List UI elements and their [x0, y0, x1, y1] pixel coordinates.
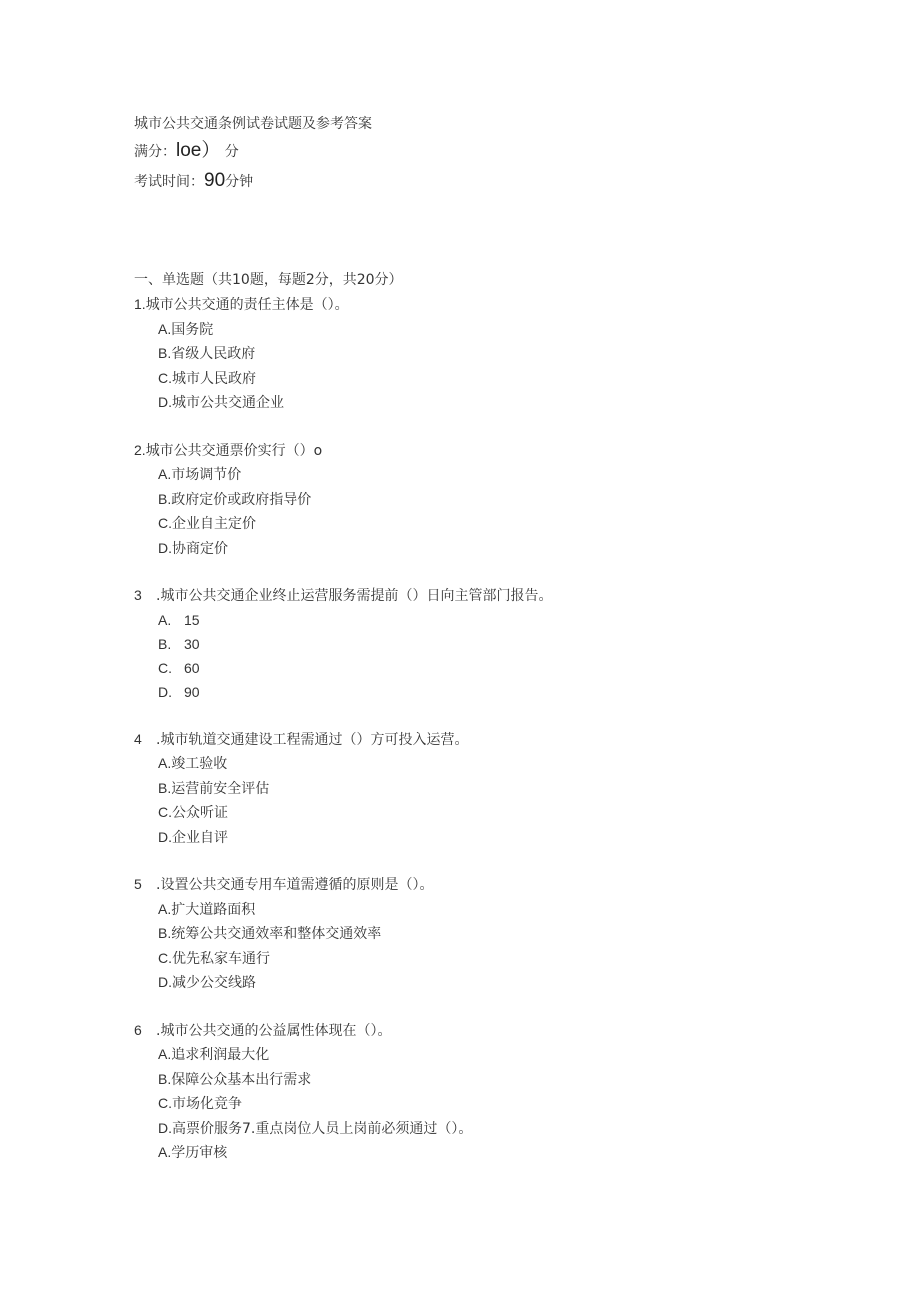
- option-text: 60: [184, 659, 200, 676]
- option-letter: B.: [158, 635, 172, 652]
- question-stem: [134, 292, 834, 317]
- question-3: [134, 583, 834, 704]
- option-letter: D.: [158, 394, 172, 410]
- option-a: [134, 608, 834, 632]
- option-text: 市场调节价: [171, 467, 242, 483]
- option-a: [134, 462, 834, 487]
- option-a: [134, 1140, 834, 1165]
- question-text: 城市公共交通的责任主体是（）。: [145, 297, 349, 313]
- option-letter: A.: [158, 900, 172, 917]
- question-gap: [134, 415, 834, 438]
- option-text: 省级人民政府: [171, 346, 256, 362]
- question-stem: [134, 583, 834, 608]
- option-text: 企业自评: [172, 829, 228, 846]
- option-letter: A.: [158, 1144, 172, 1160]
- option-letter: A.: [158, 611, 172, 628]
- option-text: 城市公共交通企业: [172, 395, 284, 411]
- option-letter: D.: [158, 974, 172, 990]
- option-b: [134, 632, 834, 656]
- option-letter: D.: [158, 539, 172, 556]
- option-a: [134, 1042, 834, 1067]
- question-1: [134, 292, 834, 415]
- option-c: [134, 366, 834, 391]
- option-text: 15: [184, 611, 200, 628]
- option-letter: B.: [158, 925, 172, 941]
- option-b: [134, 487, 834, 512]
- question-2: [134, 438, 834, 561]
- option-b: [134, 921, 834, 946]
- question-gap: [134, 704, 834, 727]
- option-text: 学历审核: [171, 1145, 228, 1161]
- question-stem: [134, 438, 834, 463]
- question-number: 5: [134, 876, 142, 892]
- option-text: 企业自主定价: [172, 516, 256, 532]
- option-text: 保障公众基本出行需求: [171, 1071, 312, 1088]
- question-text: 城市公共交通票价实行（）o: [145, 442, 323, 459]
- option-b: [134, 776, 834, 801]
- option-text: 运营前安全评估: [171, 780, 270, 797]
- question-gap: [134, 560, 834, 583]
- option-a: [134, 897, 834, 922]
- question-6: [134, 1018, 834, 1165]
- option-a: [134, 317, 834, 342]
- option-text: 协商定价: [172, 540, 228, 557]
- option-text: 扩大道路面积: [171, 901, 256, 918]
- option-letter: B.: [158, 490, 172, 507]
- option-text: 追求利润最大化: [171, 1047, 270, 1063]
- question-stem: [134, 872, 834, 897]
- option-d: [134, 536, 834, 561]
- full-score-unit: 分: [220, 144, 239, 160]
- option-d: [134, 680, 834, 704]
- exam-header: [134, 112, 372, 196]
- option-c: [134, 511, 834, 536]
- option-d: [134, 390, 834, 415]
- option-text: 统筹公共交通效率和整体交通效率: [171, 926, 382, 942]
- option-a: [134, 751, 834, 776]
- full-score-line: [134, 136, 372, 166]
- option-b: [134, 341, 834, 366]
- option-letter: C.: [158, 1095, 172, 1111]
- question-text: .城市公共交通的公益属性体现在（）。: [156, 1022, 392, 1039]
- option-letter: A.: [158, 1046, 172, 1062]
- question-number: 3: [134, 587, 142, 603]
- exam-time-line: [134, 166, 372, 196]
- option-letter: D.: [158, 1119, 172, 1136]
- question-stem: [134, 727, 834, 752]
- option-letter: D.: [158, 828, 172, 845]
- option-letter: B.: [158, 1070, 172, 1087]
- option-letter: A.: [158, 755, 172, 771]
- option-b: [134, 1067, 834, 1092]
- question-number: 2.: [134, 441, 146, 458]
- full-score-value: loe）: [176, 140, 221, 161]
- option-letter: B.: [158, 779, 172, 796]
- option-d: [134, 1116, 834, 1141]
- option-text: 竣工验收: [171, 756, 228, 772]
- option-c: [134, 1091, 834, 1116]
- section-title: 一、单选题（共10题，每题2分，共20分）: [134, 272, 403, 288]
- option-text: 优先私家车通行: [172, 950, 270, 967]
- question-number: 4: [134, 730, 142, 747]
- single-choice-section: [134, 268, 834, 1165]
- question-number: 1.: [134, 296, 146, 312]
- question-text: .设置公共交通专用车道需遵循的原则是（）。: [156, 877, 434, 893]
- option-text: 市场化竞争: [172, 1096, 242, 1112]
- option-text: 政府定价或政府指导价: [171, 491, 312, 508]
- option-c: [134, 800, 834, 825]
- option-letter: C.: [158, 659, 172, 676]
- option-letter: C.: [158, 804, 172, 820]
- question-text: .城市轨道交通建设工程需通过（）方可投入运营。: [156, 731, 469, 748]
- question-5: [134, 872, 834, 995]
- option-text: 30: [184, 635, 200, 652]
- option-letter: C.: [158, 369, 172, 386]
- exam-title: 城市公共交通条例试卷试题及参考答案: [134, 116, 372, 132]
- question-gap: [134, 849, 834, 872]
- full-score-label: 满分：: [134, 144, 176, 160]
- option-letter: D.: [158, 683, 172, 700]
- option-text: 减少公交线路: [172, 975, 256, 991]
- exam-time-unit: 分钟: [225, 174, 254, 190]
- option-letter: A.: [158, 320, 172, 337]
- option-c: [134, 656, 834, 680]
- option-text: 90: [184, 683, 200, 700]
- option-d: [134, 825, 834, 850]
- option-text: 城市人民政府: [172, 370, 256, 387]
- exam-time-label: 考试时间：: [134, 174, 204, 190]
- option-letter: B.: [158, 345, 172, 361]
- question-stem: [134, 1018, 834, 1043]
- option-d: [134, 970, 834, 995]
- option-c: [134, 946, 834, 971]
- question-number: 6: [134, 1021, 142, 1038]
- option-text: 公众听证: [172, 805, 228, 821]
- option-text: 高票价服务7.重点岗位人员上岗前必须通过（）。: [172, 1120, 473, 1137]
- option-text: 国务院: [171, 321, 214, 338]
- question-text: .城市公共交通企业终止运营服务需提前（）日向主管部门报告。: [156, 588, 553, 604]
- question-4: [134, 727, 834, 850]
- option-letter: C.: [158, 949, 172, 966]
- option-letter: A.: [158, 466, 172, 482]
- question-gap: [134, 995, 834, 1018]
- option-letter: C.: [158, 515, 172, 531]
- exam-time-value: 90: [204, 170, 226, 191]
